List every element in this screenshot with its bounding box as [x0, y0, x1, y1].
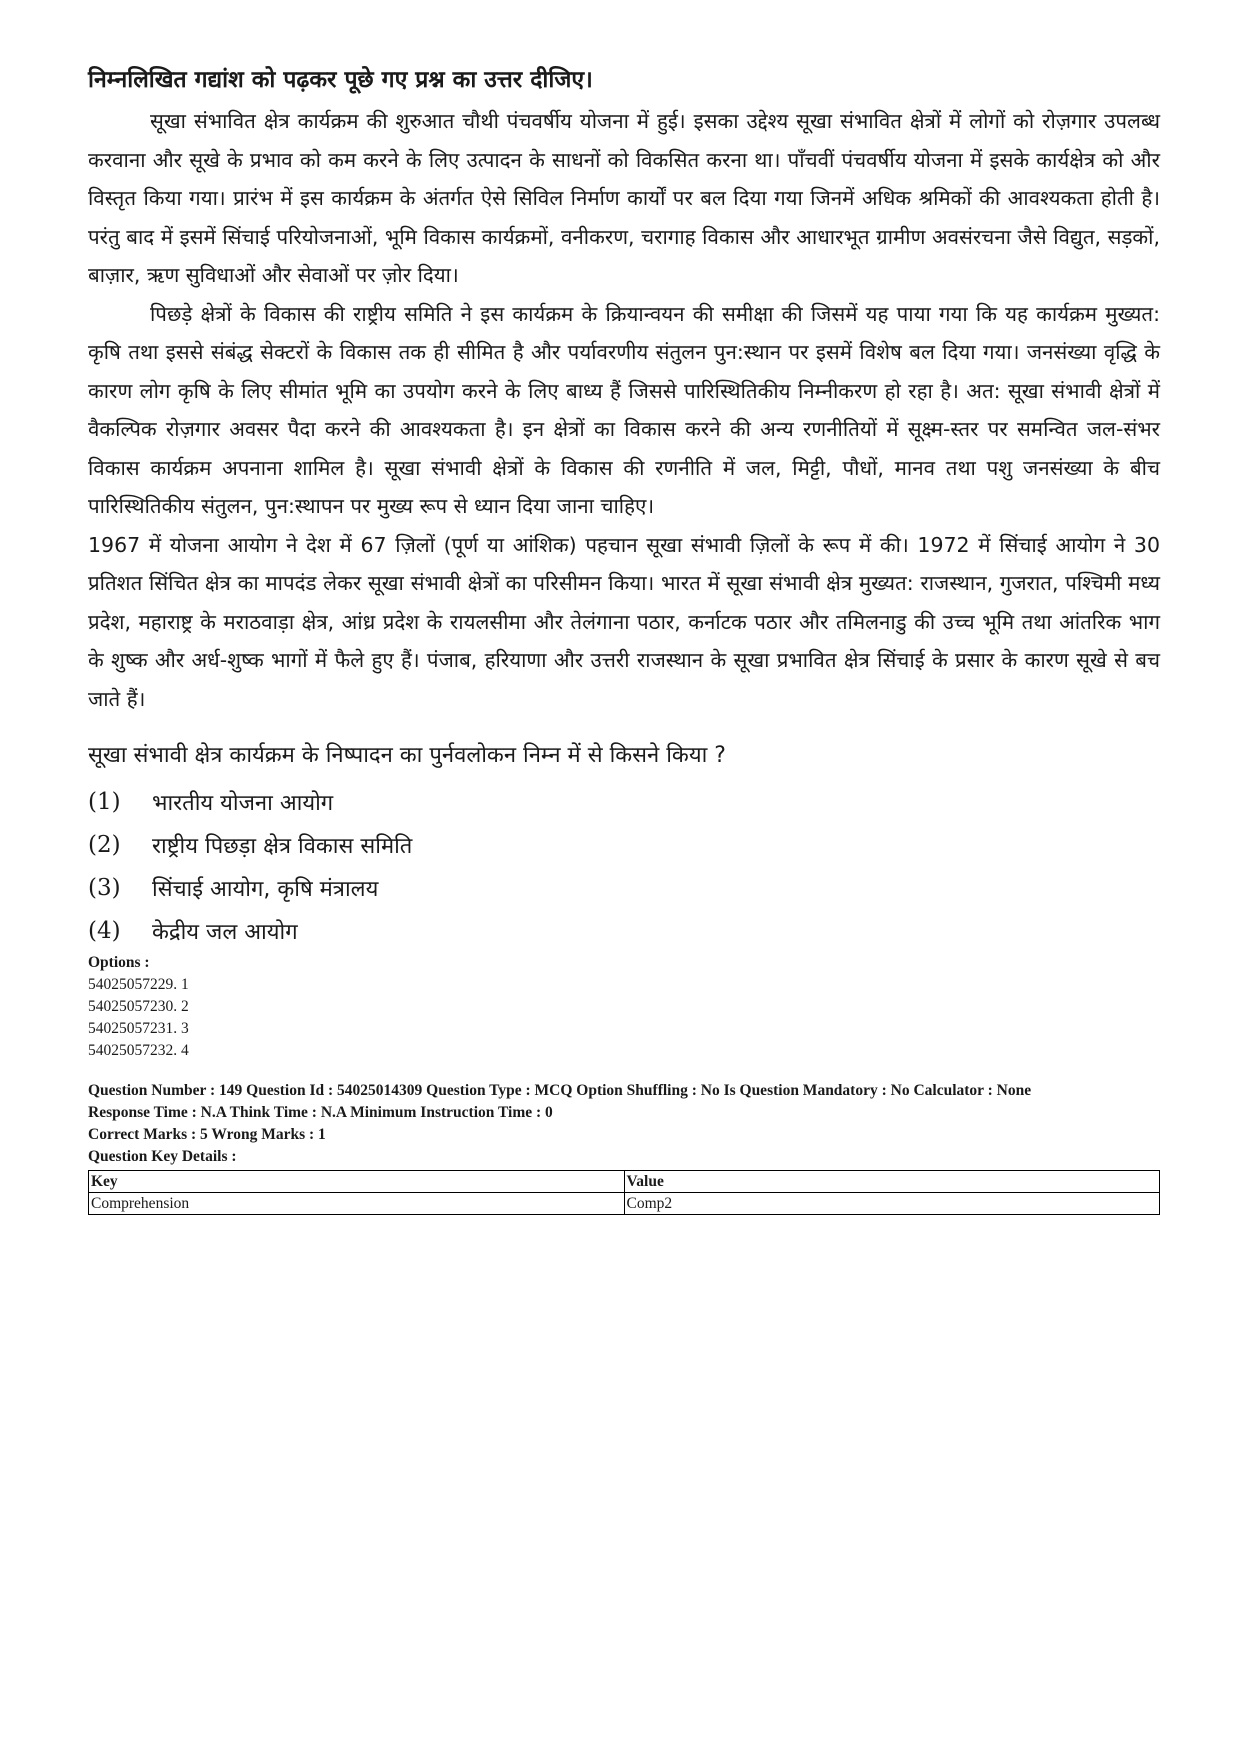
key-table-header [89, 1171, 1160, 1193]
key-details-label: Question Key Details : [88, 1148, 237, 1165]
choice-number: (4) [88, 917, 121, 944]
option-id: 54025057230. 2 [88, 998, 189, 1015]
choice-number: (1) [88, 788, 121, 815]
choice-item [88, 909, 1160, 952]
options-label: Options : [88, 954, 150, 971]
passage-paragraph-3: 1967 में योजना आयोग ने देश में 67 ज़िलों (पूर्ण या आंशिक) पहचान सूखा संभावी ज़िलों के रूप में की। 1972 में सिंचाई आयोग ने 30 प्रतिशत सिंचित क्षेत्र का मापदंड लेकर सूखा संभावी क्षेत्रों का परिसीमन किया। भारत में सूखा संभावी क्षेत्र मुख्यत: राजस्थान, गुजरात, पश्चिमी मध्य प्रदेश, महाराष्ट्र के मराठवाड़ा क्षेत्र, आंध्र प्रदेश के रायलसीमा और तेलंगाना पठार, कर्नाटक पठार और तमिलनाडु की उच्च भूमि तथा आंतरिक भाग के शुष्क और अर्ध-शुष्क भागों में फैले हुए हैं। पंजाब, हरियाणा और उत्तरी राजस्थान के सूखा प्रभावित क्षेत्र सिंचाई के प्रसार के कारण सूखे से बच जाते हैं। [88, 532, 1160, 711]
question-page [88, 64, 1160, 1215]
key-cell: Comprehension [89, 1193, 625, 1215]
choice-text: सिंचाई आयोग, कृषि मंत्रालय [152, 876, 379, 902]
choice-item [88, 866, 1160, 909]
choice-text: केद्रीय जल आयोग [152, 919, 298, 945]
key-table [88, 1170, 1160, 1215]
key-header: Key [89, 1171, 625, 1193]
value-header: Value [624, 1171, 1160, 1193]
passage-paragraph-2: पिछड़े क्षेत्रों के विकास की राष्ट्रीय समिति ने इस कार्यक्रम के क्रियान्वयन की समीक्षा की जिसमें यह पाया गया कि यह कार्यक्रम मुख्यत: कृषि तथा इससे संबंद्ध सेक्टरों के विकास तक ही सीमित है और पर्यावरणीय संतुलन पुन:स्थान पर इसमें विशेष बल दिया गया। जनसंख्या वृद्धि के कारण लोग कृषि के लिए सीमांत भूमि का उपयोग करने के लिए बाध्य हैं जिससे पारिस्थितिकीय निम्नीकरण हो रहा है। अत: सूखा संभावी क्षेत्रों में वैकल्पिक रोज़गार अवसर पैदा करने की आवश्यकता है। इन क्षेत्रों का विकास करने की अन्य रणनीतियों में सूक्ष्म-स्तर पर समन्वित जल-संभर विकास कार्यक्रम अपनाना शामिल है। सूखा संभावी क्षेत्रों के विकास की रणनीति में जल, मिट्टी, पौधों, मानव तथा पशु जनसंख्या के बीच पारिस्थितिकीय संतुलन, पुन:स्थापन पर मुख्य रूप से ध्यान दिया जाना चाहिए। [88, 301, 1160, 518]
question-text: सूखा संभावी क्षेत्र कार्यक्रम के निष्पादन का पुर्नवलोकन निम्न में से किसने किया ? [88, 743, 726, 768]
question-meta-line-2: Response Time : N.A Think Time : N.A Minimum Instruction Time : 0 [88, 1104, 553, 1121]
choice-list [88, 780, 1160, 952]
choice-number: (2) [88, 831, 121, 858]
instruction-heading: निम्नलिखित गद्यांश को पढ़कर पूछे गए प्रश्न का उत्तर दीजिए। [88, 67, 593, 93]
choice-item [88, 780, 1160, 823]
option-id: 54025057229. 1 [88, 976, 189, 993]
choice-number: (3) [88, 874, 121, 901]
choice-text: राष्ट्रीय पिछड़ा क्षेत्र विकास समिति [152, 833, 413, 859]
question-meta-line-1: Question Number : 149 Question Id : 54025014309 Question Type : MCQ Option Shuffling : No Is Question Mandatory : No Calculator : None [88, 1082, 1032, 1099]
passage-paragraph-1: सूखा संभावित क्षेत्र कार्यक्रम की शुरुआत चौथी पंचवर्षीय योजना में हुई। इसका उद्देश्य सूखा संभावित क्षेत्रों में लोगों को रोज़गार उपलब्ध करवाना और सूखे के प्रभाव को कम करने के लिए उत्पादन के साधनों को विकसित करना था। पाँचवीं पंचवर्षीय योजना में इसके कार्यक्षेत्र को और विस्तृत किया गया। प्रारंभ में इस कार्यक्रम के अंतर्गत ऐसे सिविल निर्माण कार्यों पर बल दिया गया जिनमें अधिक श्रमिकों की आवश्यकता होती है। परंतु बाद में इसमें सिंचाई परियोजनाओं, भूमि विकास कार्यक्रमों, वनीकरण, चरागाह विकास और आधारभूत ग्रामीण अवसंरचना जैसे विद्युत, सड़कों, बाज़ार, ऋण सुविधाओं और सेवाओं पर ज़ोर दिया। [88, 109, 1160, 287]
option-id-list [88, 974, 1160, 1062]
table-row [89, 1193, 1160, 1215]
choice-item [88, 823, 1160, 866]
option-id: 54025057231. 3 [88, 1020, 189, 1037]
choice-text: भारतीय योजना आयोग [152, 790, 334, 816]
value-cell: Comp2 [624, 1193, 1160, 1215]
marks-line: Correct Marks : 5 Wrong Marks : 1 [88, 1126, 326, 1143]
option-id: 54025057232. 4 [88, 1042, 189, 1059]
